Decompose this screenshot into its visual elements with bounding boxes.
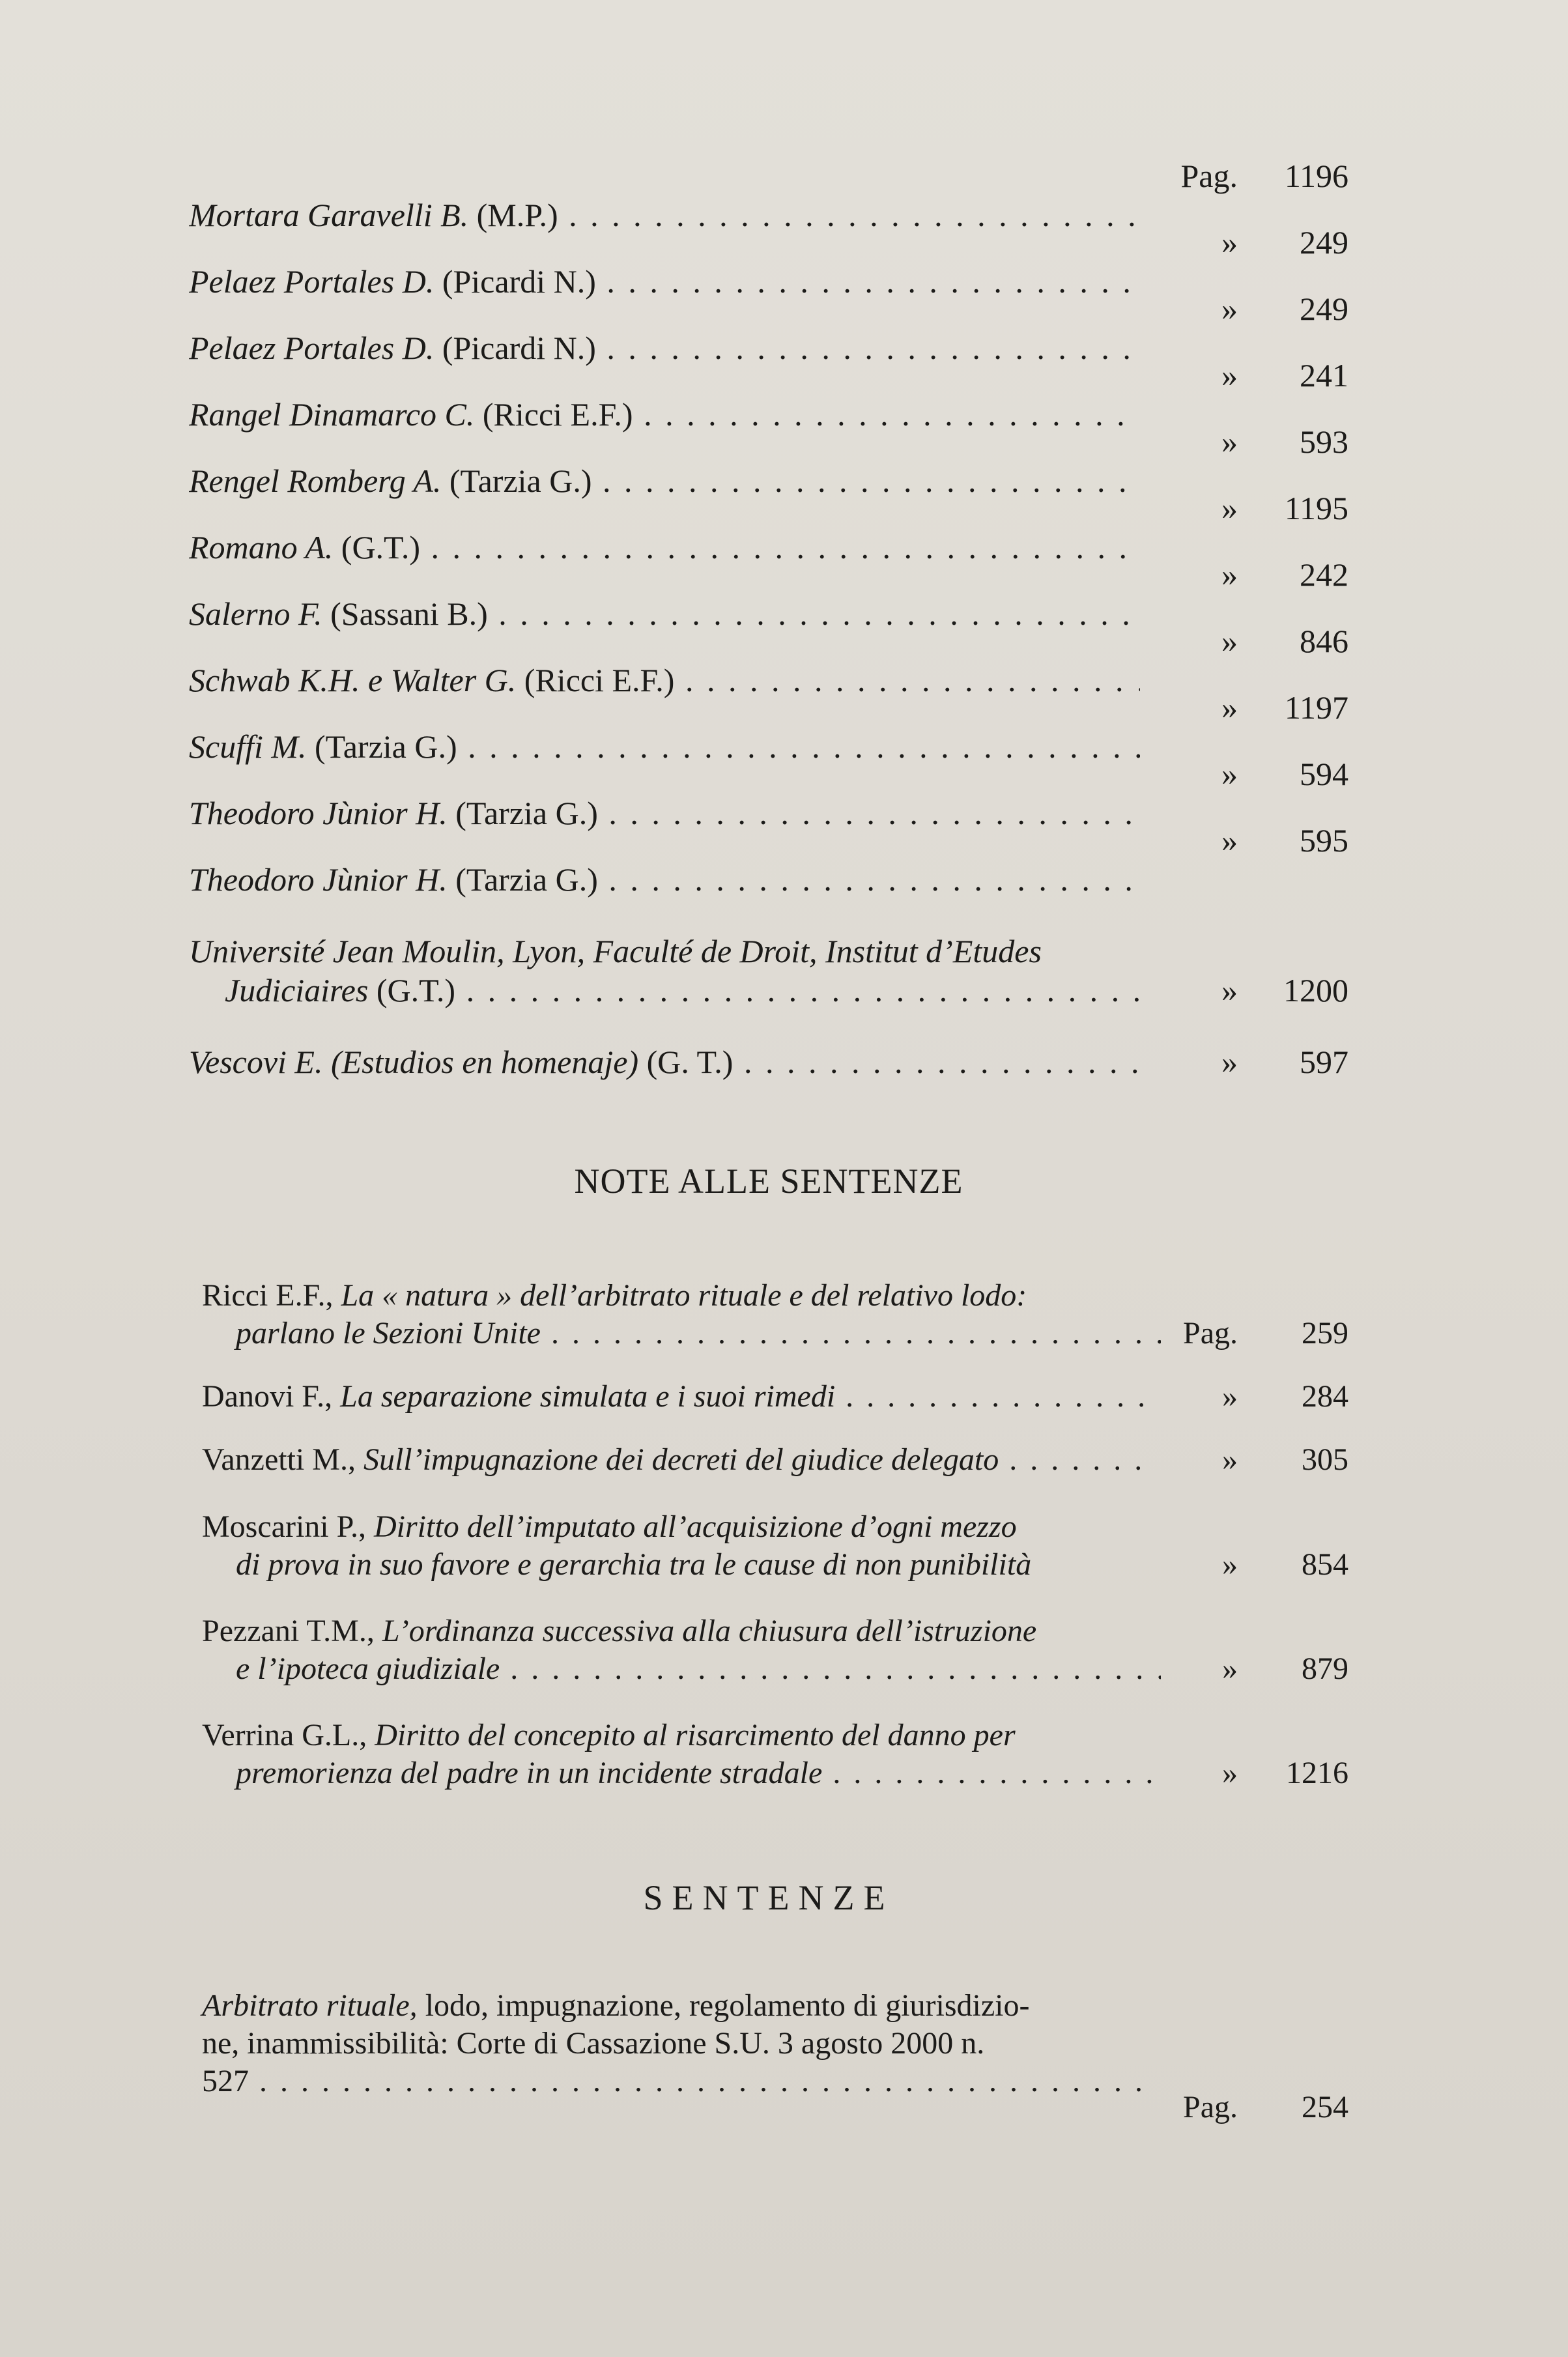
list-item bbox=[189, 623, 1348, 700]
sentenza-line3: 527 bbox=[202, 2064, 249, 2098]
review-reviewer: (Tarzia G.) bbox=[455, 861, 598, 898]
review-author: Pelaez Portales D. bbox=[189, 263, 435, 300]
review-author: Rangel Dinamarco C. bbox=[189, 396, 475, 433]
page-number: 1196 bbox=[1284, 158, 1348, 194]
review-reviewer: (Tarzia G.) bbox=[449, 463, 592, 499]
page-number: 597 bbox=[1300, 1044, 1348, 1080]
page-prefix: » bbox=[1221, 291, 1238, 327]
review-author: Theodoro Jùnior H. bbox=[189, 795, 448, 831]
note-title-line2: parlano le Sezioni Unite bbox=[236, 1316, 541, 1350]
page-number: 854 bbox=[1302, 1547, 1348, 1582]
list-item bbox=[202, 1717, 1348, 1792]
list-item bbox=[189, 689, 1348, 766]
list-item bbox=[189, 756, 1348, 833]
note-title-line1: Diritto dell’imputato all’acquisizione d’ogni mezzo bbox=[374, 1509, 1017, 1544]
page-prefix: » bbox=[1222, 1756, 1238, 1790]
page-prefix: » bbox=[1221, 224, 1238, 261]
review-author: Vescovi E. (Estudios en homenaje) bbox=[189, 1044, 639, 1080]
review-reviewer: (M.P.) bbox=[476, 197, 558, 233]
note-title-line1: Sull’impugnazione dei decreti del giudice delegato bbox=[363, 1442, 999, 1477]
list-item bbox=[189, 224, 1348, 301]
review-reviewer: (Tarzia G.) bbox=[455, 795, 598, 831]
page-prefix: » bbox=[1221, 556, 1238, 593]
review-author: Schwab K.H. e Walter G. bbox=[189, 662, 517, 698]
list-item bbox=[202, 1508, 1348, 1584]
review-author: Pelaez Portales D. bbox=[189, 330, 435, 366]
page-prefix: » bbox=[1222, 1442, 1238, 1477]
page-number: 846 bbox=[1300, 623, 1348, 659]
review-author: Romano A. bbox=[189, 529, 334, 565]
sentenza-title: Arbitrato rituale, bbox=[202, 1988, 418, 2023]
sentenza-line1: lodo, impugnazione, regolamento di giurisdizio- bbox=[425, 1988, 1030, 2023]
note-author: Pezzani T.M., bbox=[202, 1614, 375, 1648]
page-number: 242 bbox=[1300, 556, 1348, 593]
page-prefix: » bbox=[1221, 822, 1238, 859]
review-author: Theodoro Jùnior H. bbox=[189, 861, 448, 898]
page-prefix: » bbox=[1221, 689, 1238, 726]
page-prefix: » bbox=[1221, 623, 1238, 659]
review-author: Rengel Romberg A. bbox=[189, 463, 442, 499]
list-item bbox=[189, 158, 1348, 235]
list-item bbox=[189, 822, 1348, 899]
review-author: Mortara Garavelli B. bbox=[189, 197, 469, 233]
page-number: 305 bbox=[1302, 1442, 1348, 1477]
review-reviewer: (Ricci E.F.) bbox=[524, 662, 675, 698]
page-prefix: » bbox=[1221, 1044, 1238, 1080]
page-prefix: » bbox=[1221, 756, 1238, 792]
note-author: Verrina G.L., bbox=[202, 1718, 367, 1752]
list-item bbox=[202, 1612, 1348, 1688]
notes-heading: NOTE ALLE SENTENZE bbox=[574, 1162, 963, 1201]
list-item bbox=[202, 1987, 1348, 2126]
page-number: 284 bbox=[1302, 1379, 1348, 1414]
page-number: 1200 bbox=[1283, 972, 1348, 1008]
page-prefix: » bbox=[1221, 490, 1238, 526]
page-number: 1195 bbox=[1284, 490, 1348, 526]
note-title-line2: premorienza del padre in un incidente stradale bbox=[236, 1756, 823, 1790]
review-author-line1: Université Jean Moulin, Lyon, Faculté de Droit, Institut d’Etudes bbox=[189, 933, 1042, 969]
list-item bbox=[189, 291, 1348, 367]
page-prefix: » bbox=[1221, 357, 1238, 393]
note-title-line1: La separazione simulata e i suoi rimedi bbox=[340, 1379, 836, 1414]
list-item bbox=[202, 1441, 1348, 1479]
page-number: 241 bbox=[1300, 357, 1348, 393]
page-prefix: » bbox=[1222, 1379, 1238, 1414]
page-number: 593 bbox=[1300, 423, 1348, 460]
review-author: Salerno F. bbox=[189, 595, 322, 632]
list-item bbox=[189, 490, 1348, 567]
review-reviewer: (Picardi N.) bbox=[442, 263, 596, 300]
list-item bbox=[202, 1378, 1348, 1416]
review-reviewer: (G.T.) bbox=[341, 529, 421, 565]
review-reviewer: (Tarzia G.) bbox=[315, 728, 457, 765]
review-author-line2: Judiciaires bbox=[225, 972, 369, 1008]
page-number: 1197 bbox=[1284, 689, 1348, 726]
note-title-line2: e l’ipoteca giudiziale bbox=[236, 1651, 500, 1686]
page-number: 254 bbox=[1302, 2090, 1348, 2124]
review-reviewer: (G. T.) bbox=[646, 1044, 734, 1080]
page-number: 249 bbox=[1300, 224, 1348, 261]
list-item bbox=[189, 423, 1348, 500]
note-title-line2: di prova in suo favore e gerarchia tra le cause di non punibilità bbox=[236, 1547, 1032, 1582]
review-reviewer: (Sassani B.) bbox=[330, 595, 488, 632]
sentenze-heading: SENTENZE bbox=[643, 1878, 894, 1917]
page-prefix: » bbox=[1221, 972, 1238, 1008]
page-number: 1216 bbox=[1286, 1756, 1348, 1790]
list-item bbox=[189, 357, 1348, 434]
review-reviewer: (Picardi N.) bbox=[442, 330, 596, 366]
page-number: 595 bbox=[1300, 822, 1348, 859]
note-author: Vanzetti M., bbox=[202, 1442, 356, 1477]
page-prefix: Pag. bbox=[1183, 1316, 1238, 1350]
page-number: 249 bbox=[1300, 291, 1348, 327]
list-item bbox=[189, 925, 1348, 1010]
page-prefix: Pag. bbox=[1180, 158, 1238, 194]
page-prefix: » bbox=[1222, 1547, 1238, 1582]
review-reviewer: (Ricci E.F.) bbox=[482, 396, 633, 433]
list-item bbox=[189, 556, 1348, 633]
note-author: Moscarini P., bbox=[202, 1509, 366, 1544]
page-prefix: » bbox=[1222, 1651, 1238, 1686]
note-author: Danovi F., bbox=[202, 1379, 333, 1414]
list-item bbox=[202, 1277, 1348, 1352]
note-title-line1: Diritto del concepito al risarcimento del danno per bbox=[375, 1718, 1016, 1752]
page-prefix: » bbox=[1221, 423, 1238, 460]
note-title-line1: L’ordinanza successiva alla chiusura dell’istruzione bbox=[382, 1614, 1037, 1648]
review-reviewer: (G.T.) bbox=[376, 972, 456, 1008]
page-number: 259 bbox=[1302, 1316, 1348, 1350]
list-item bbox=[189, 1010, 1348, 1081]
page-prefix: Pag. bbox=[1183, 2090, 1238, 2124]
page-number: 879 bbox=[1302, 1651, 1348, 1686]
review-author: Scuffi M. bbox=[189, 728, 307, 765]
note-title-line1: La « natura » dell’arbitrato rituale e del relativo lodo: bbox=[341, 1278, 1027, 1313]
note-author: Ricci E.F., bbox=[202, 1278, 334, 1313]
sentenza-line2: ne, inammissibilità: Corte di Cassazione S.U. 3 agosto 2000 n. bbox=[202, 2026, 985, 2061]
page-number: 594 bbox=[1300, 756, 1348, 792]
